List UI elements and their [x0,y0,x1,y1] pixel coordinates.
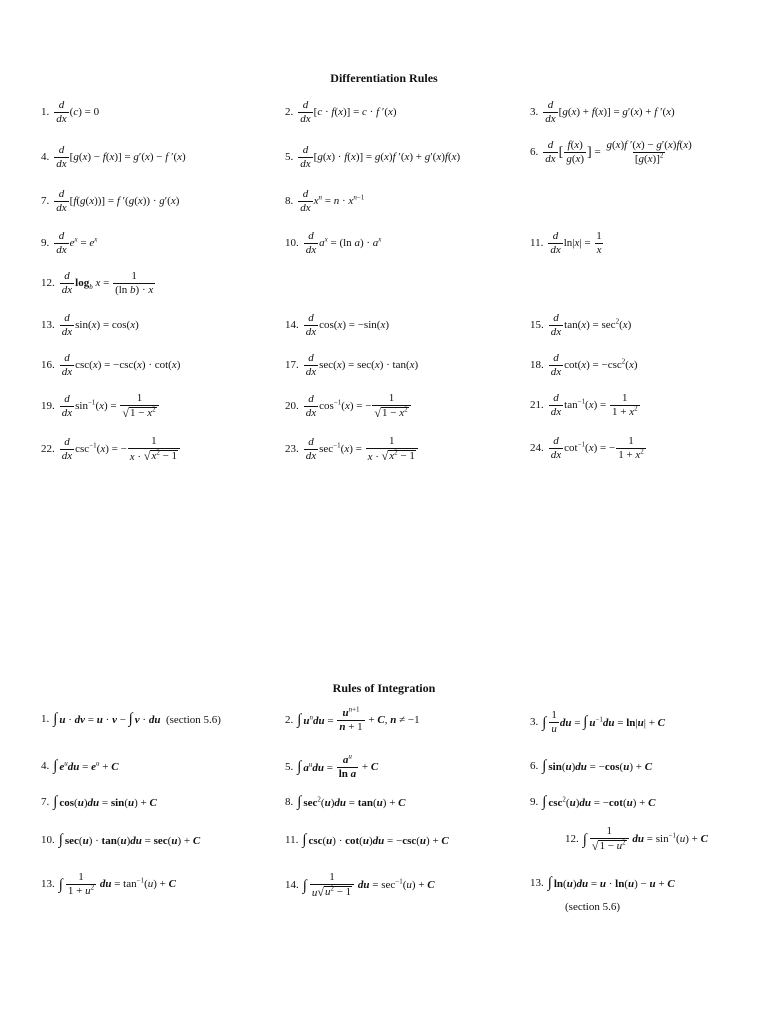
rule-number: 4. [41,151,50,163]
diff-rule-20: 20. $\frac{d}{dx}$ $\cos^{-1}(x)$ = − 1 √ $1 - x^2$ [285,393,412,420]
diff-rule-23: 23. $\frac{d}{dx}$ $\sec^{-1}(x)$ = 1 x · √ $x^2 - 1$ [285,436,419,463]
rule-number: 4. [41,760,50,772]
rule-number: 16. [41,359,55,371]
int-rule-14: 14. ∫ 1 u √ $u^2 - 1$ du = $\sec^{-1}(u) + C$ [285,871,435,899]
rule-number: 17. [285,359,299,371]
rule-number: 3. [530,716,539,728]
diff-rule-4: 4. $\frac{d}{dx}$ [g(x) − f(x)] = g′(x) − f ′(x) [41,144,186,170]
rule-number: 11. [530,237,544,249]
diff-rule-7: 7. $\frac{d}{dx}$ [f(g(x))] = f ′(g(x)) · g′(x) [41,188,180,214]
diff-rule-1: 1. $\frac{d}{dx}$ (c) = 0 [41,99,100,125]
int-rule-10: 10. ∫ sec(u) · tan(u)du = sec(u) + C [41,832,201,848]
int-rule-6: 6. ∫ sin(u)du = −cos(u) + C [530,758,653,774]
diff-rule-21: 21. $\frac{d}{dx}$ $\tan^{-1}(x)$ = $\frac{1}{1 + x^2}$ [530,392,638,418]
int-rule-1: 1. ∫ u · dv = u · v − ∫ v · du (section 5.6) [41,711,221,727]
diff-rule-24: 24. $\frac{d}{dx}$ $\cot^{-1}(x)$ = − $\frac{1}{1 + x^2}$ [530,435,644,461]
integration-title: Rules of Integration [332,681,436,695]
rule-number: 18. [530,359,544,371]
diff-rule-10: 10. $\frac{d}{dx}$ $a^x = (\ln$ $a) \cdot a^x$ [285,230,382,256]
rule-number: 6. [530,146,539,158]
diff-rule-17: 17. $\frac{d}{dx}$ sec(x) = sec(x) · tan(x) [285,352,419,378]
diff-rule-15: 15. $\frac{d}{dx}$ $\tan(x) = \sec^2(x)$ [530,312,632,338]
diff-rule-18: 18. $\frac{d}{dx}$ $\cot(x) = -\csc^2(x)$ [530,352,638,378]
rule-number: 10. [41,834,55,846]
rule-number: 19. [41,400,55,412]
rule-number: 23. [285,443,299,455]
rule-number: 13. [41,319,55,331]
rule-number: 7. [41,796,50,808]
diff-rule-12: 12. $\frac{d}{dx}$ $\log_b x$ = $\frac{1}{\text{(ln b) · x}}$ [41,270,154,296]
diff-rule-2: 2. $\frac{d}{dx}$ [c · f(x)] = c · f ′(x) [285,99,397,125]
rule-number: 15. [530,319,544,331]
int-rule-7: 7. ∫ cos(u)du = sin(u) + C [41,794,157,810]
rule-number: 14. [285,319,299,331]
rule-number: 6. [530,760,539,772]
rule-number: 12. [41,277,55,289]
int-rule-12: 12. ∫ 1 √ $1 - u^2$ du = $\sin^{-1}(u) + C$ [565,825,708,853]
rule-number: 10. [285,237,299,249]
diff-rule-14: 14. $\frac{d}{dx}$ cos(x) = −sin(x) [285,312,389,338]
differentiation-title: Differentiation Rules [330,71,438,85]
rule-number: 12. [565,833,579,845]
int-rule-2: 2. ∫ $u^ndu$ = $\frac{u^{n+1}}{n + 1}$ + C, n ≠ −1 [285,705,420,733]
rule-number: 8. [285,195,294,207]
rule-number: 5. [285,761,294,773]
rule-number: 8. [285,796,294,808]
diff-rule-16: 16. $\frac{d}{dx}$ csc(x) = −csc(x) · cot(x) [41,352,181,378]
diff-rule-9: 9. $\frac{d}{dx}$ $e^x = e^x$ [41,230,98,256]
rule-number: 1. [41,713,50,725]
int-rule-13: 13. ∫ $\frac{1}{1 + u^2}$ du = $\tan^{-1}(u) + C$ [41,871,176,897]
rule-number: 13. [41,878,55,890]
rule-number: 1. [41,106,50,118]
diff-rule-8: 8. $\frac{d}{dx}$ $x^n = n \cdot x^{n-1}$ [285,188,365,214]
int-rule-11: 11. ∫ csc(u) · cot(u)du = −csc(u) + C [285,832,449,848]
rule-number: 9. [41,237,50,249]
rule-number: 2. [285,714,294,726]
rule-number: 21. [530,399,544,411]
rule-number: 13. [530,877,544,889]
diff-rule-11: 11. $\frac{d}{dx}$ ln|x| = $\frac{1}{x}$ [530,230,602,256]
diff-rule-19: 19. $\frac{d}{dx}$ $\sin^{-1}(x)$ = 1 √ $1 - x^2$ [41,393,160,420]
rule-number: 5. [285,151,294,163]
int-rule-3: 3. ∫ $\frac{1}{u}$ du = ∫ $u^{-1}du = \ln|u| + C$ [530,709,665,735]
diff-rule-5: 5. $\frac{d}{dx}$ [g(x) · f(x)] = g(x)f ′(x) + g′(x)f(x) [285,144,461,170]
int-rule-4: 4. ∫ $e^udu = e^u + C$ [41,758,119,774]
diff-rule-6: 6. $\frac{d}{dx}$ [ $\frac{f(x)}{g(x)}$ ] = $\frac{g(x)f '(x) - g'(x)f(x)}{[g(x)]^2}$ [530,139,692,165]
int-rule-15: 13. ∫ ln(u)du = u · ln(u) − u + C [530,875,675,891]
diff-rule-22: 22. $\frac{d}{dx}$ $\csc^{-1}(x)$ = − 1 x · √ $x^2 - 1$ [41,436,181,463]
section-note: (section 5.6) [565,901,620,913]
diff-rule-3: 3. $\frac{d}{dx}$ [g(x) + f(x)] = g′(x) + f ′(x) [530,99,675,125]
diff-rule-13: 13. $\frac{d}{dx}$ sin(x) = cos(x) [41,312,139,338]
rule-number: 14. [285,879,299,891]
int-rule-5: 5. ∫ $a^udu$ = $\frac{a^u}{\text{ln a}}$ + C [285,752,379,780]
rule-number: 20. [285,400,299,412]
rule-number: 9. [530,796,539,808]
rule-number: 22. [41,443,55,455]
int-rule-9: 9. ∫ $\csc^2(u)du = -\cot(u) + C$ [530,794,656,810]
rule-number: 2. [285,106,294,118]
int-rule-8: 8. ∫ $\sec^2(u)du = \tan(u) + C$ [285,794,406,810]
rule-number: 3. [530,106,539,118]
rule-number: 24. [530,442,544,454]
rule-number: 11. [285,834,299,846]
rule-number: 7. [41,195,50,207]
